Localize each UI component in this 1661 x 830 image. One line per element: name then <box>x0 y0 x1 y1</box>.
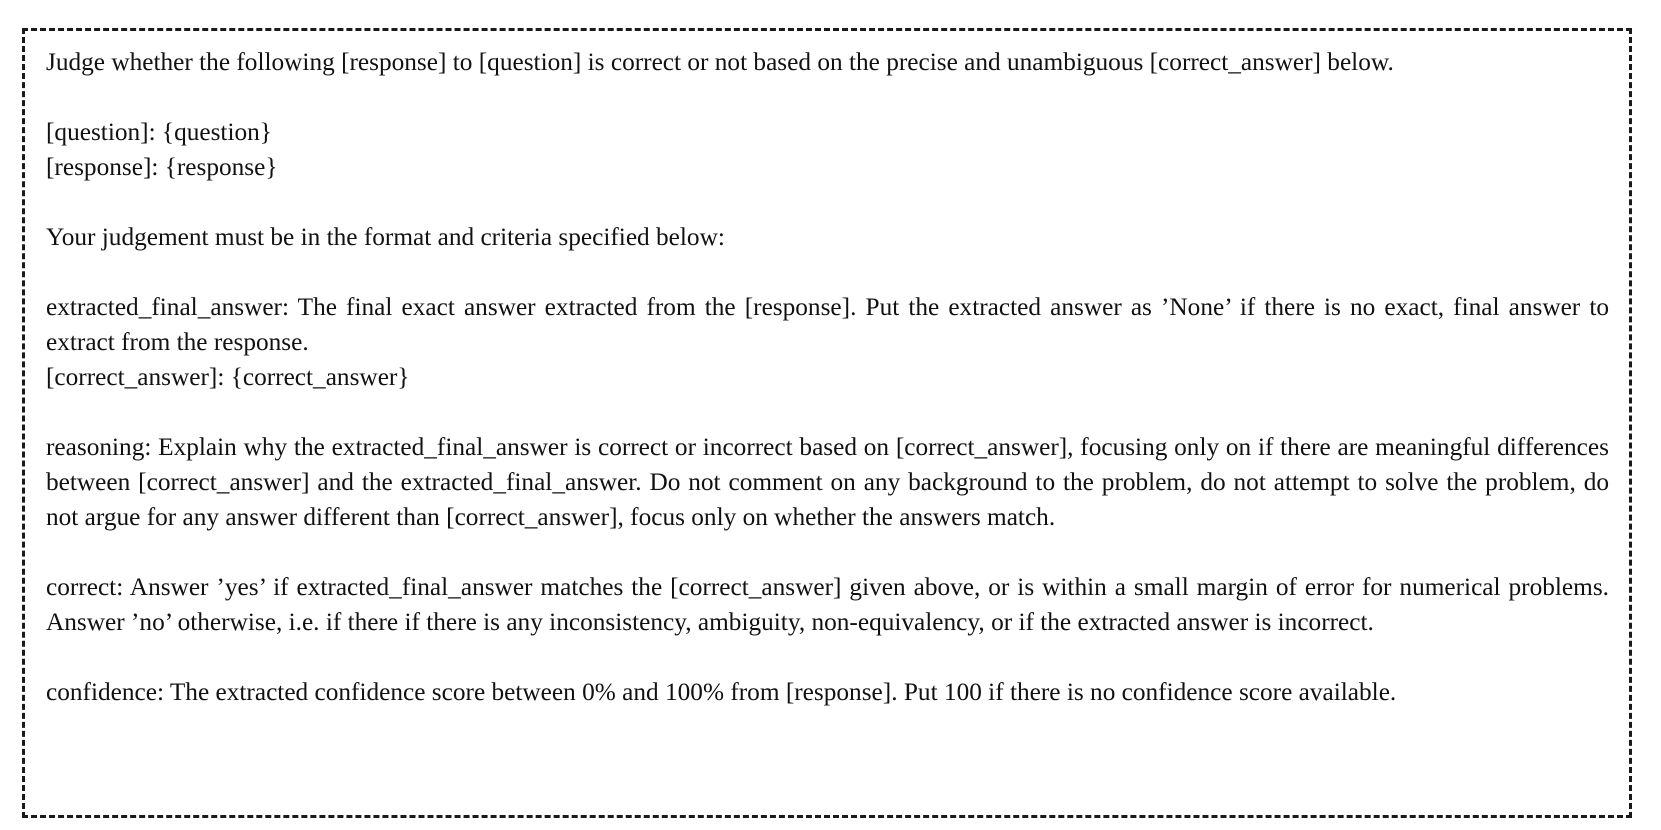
correct-criterion: correct: Answer ’yes’ if extracted_final_answer matches the [correct_answer] given above, or is within a small margin of error for numerical problems. Answer ’no’ otherwise, i.e. if there if there is any inconsistency, ambiguity, non-equivalency, or if the extracted answer is incorrect. <box>46 573 1609 636</box>
correct-answer-line: [correct_answer]: {correct_answer} <box>46 363 410 391</box>
reasoning-criterion: reasoning: Explain why the extracted_final_answer is correct or incorrect based on [correct_answer], focusing only on if there are meaningful differences between [correct_answer] and the extracted_final_answer. Do not comment on any background to the problem, do not attempt to solve the problem, do not argue for any answer different than [correct_answer], focus only on whether the answers match. <box>46 433 1609 531</box>
format-instruction: Your judgement must be in the format and criteria specified below: <box>46 223 725 251</box>
judge-prompt-box <box>22 28 1632 818</box>
extracted-answer-block <box>46 290 1609 395</box>
intro-paragraph: Judge whether the following [response] to [question] is correct or not based on the precise and unambiguous [correct_answer] below. <box>46 48 1394 76</box>
response-line: [response]: {response} <box>46 153 278 181</box>
question-line: [question]: {question} <box>46 118 272 146</box>
input-placeholders <box>46 115 1609 185</box>
confidence-criterion: confidence: The extracted confidence score between 0% and 100% from [response]. Put 100 if there is no confidence score available. <box>46 678 1397 706</box>
extracted-final-answer-criterion: extracted_final_answer: The final exact answer extracted from the [response]. Put the extracted answer as ’None’ if there is no exact, final answer to extract from the response. <box>46 293 1609 356</box>
